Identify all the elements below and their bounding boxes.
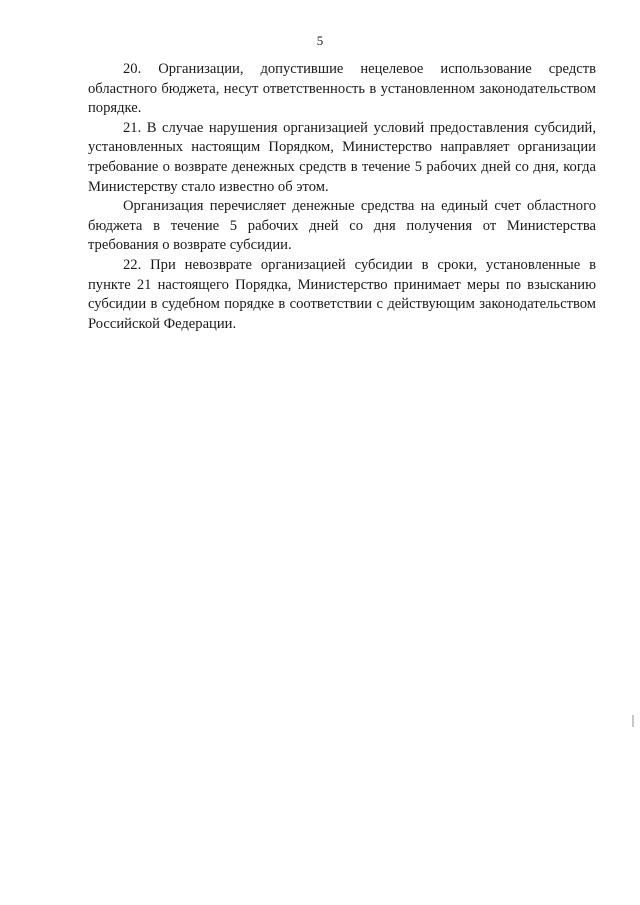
scan-margin-mark [632, 715, 634, 727]
page-number: 5 [316, 33, 324, 48]
paragraph-20: 20. Организации, допустившие нецелевое использование средств областного бюджета, несут ответственность в установленном законодательством порядке. [88, 61, 596, 117]
paragraph-21-continuation: Организация перечисляет денежные средства на единый счет областного бюджета в течение 5 рабочих дней со дня получения от Министерства требования о возврате субсидии. [88, 198, 596, 254]
document-body [88, 60, 596, 334]
paragraph-21: 21. В случае нарушения организацией условий предоставления субсидий, установленных настоящим Порядком, Министерство направляет организации требование о возврате денежных средств в течение 5 рабочих дней со дня, когда Министерству стало известно об этом. [88, 119, 596, 195]
paragraph-22: 22. При невозврате организацией субсидии в сроки, установленные в пункте 21 настоящего Порядка, Министерство принимает меры по взысканию субсидии в судебном порядке в соответствии с действующим законодательством Российской Федерации. [88, 256, 596, 332]
